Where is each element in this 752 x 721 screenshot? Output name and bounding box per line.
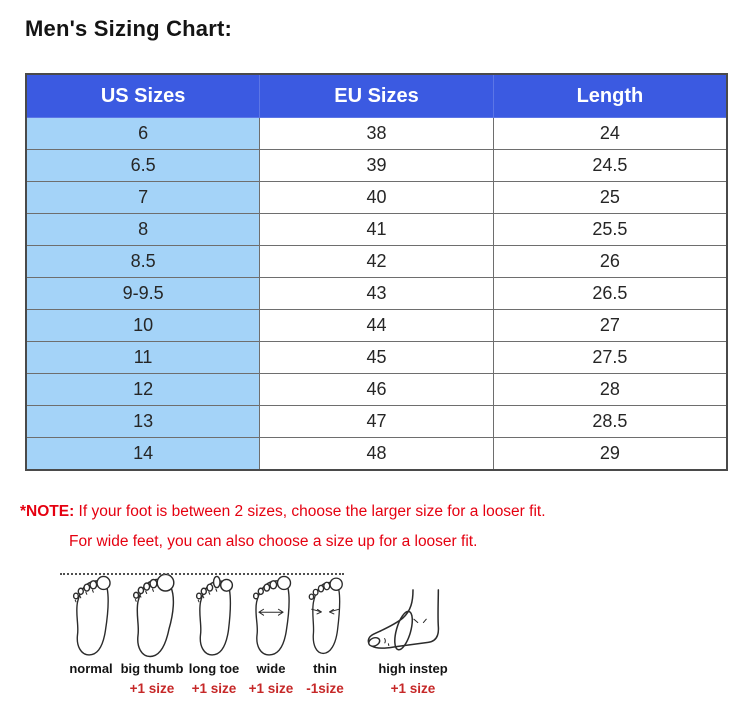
foot-size-note: +1 size (248, 681, 294, 696)
us-size-cell: 7 (26, 182, 260, 214)
fit-note-line2: For wide feet, you can also choose a size up for a looser fit. (69, 533, 478, 550)
eu-size-cell: 42 (260, 246, 494, 278)
fit-note (20, 497, 752, 557)
foot-label: thin (313, 661, 337, 676)
length-cell: 25 (493, 182, 727, 214)
table-row (26, 374, 727, 406)
eu-size-cell: 48 (260, 438, 494, 471)
foot-normal-icon (65, 572, 117, 658)
length-cell: 27 (493, 310, 727, 342)
length-cell: 29 (493, 438, 727, 471)
us-size-cell: 8.5 (26, 246, 260, 278)
us-size-cell: 14 (26, 438, 260, 471)
header-length: Length (493, 74, 727, 118)
foot-high-instep-icon (363, 588, 463, 658)
note-prefix: *NOTE: (20, 503, 75, 520)
header-eu-sizes: EU Sizes (260, 74, 494, 118)
table-row (26, 438, 727, 471)
header-us-sizes: US Sizes (26, 74, 260, 118)
foot-label: big thumb (120, 661, 184, 676)
eu-size-cell: 43 (260, 278, 494, 310)
us-size-cell: 9-9.5 (26, 278, 260, 310)
foot-label: long toe (188, 661, 240, 676)
table-row (26, 150, 727, 182)
foot-thin-icon (300, 572, 350, 658)
table-header-row (26, 74, 727, 118)
us-size-cell: 13 (26, 406, 260, 438)
table-row (26, 278, 727, 310)
us-size-cell: 12 (26, 374, 260, 406)
length-cell: 24.5 (493, 150, 727, 182)
foot-type-normal (62, 572, 120, 697)
eu-size-cell: 38 (260, 118, 494, 150)
foot-size-note: -1size (306, 681, 344, 696)
foot-label: wide (256, 661, 286, 676)
table-row (26, 406, 727, 438)
eu-size-cell: 45 (260, 342, 494, 374)
foot-type-high-instep (352, 588, 474, 697)
us-size-cell: 11 (26, 342, 260, 374)
us-size-cell: 8 (26, 214, 260, 246)
length-cell: 28 (493, 374, 727, 406)
foot-type-wide (244, 572, 298, 697)
table-row (26, 214, 727, 246)
foot-size-note: +1 size (129, 681, 175, 696)
length-cell: 26 (493, 246, 727, 278)
us-size-cell: 10 (26, 310, 260, 342)
eu-size-cell: 39 (260, 150, 494, 182)
table-row (26, 246, 727, 278)
eu-size-cell: 47 (260, 406, 494, 438)
eu-size-cell: 40 (260, 182, 494, 214)
length-cell: 28.5 (493, 406, 727, 438)
us-size-cell: 6 (26, 118, 260, 150)
sizing-table (25, 73, 728, 471)
fit-note-line1 (20, 497, 752, 527)
us-size-cell: 6.5 (26, 150, 260, 182)
eu-size-cell: 46 (260, 374, 494, 406)
length-cell: 26.5 (493, 278, 727, 310)
length-cell: 25.5 (493, 214, 727, 246)
page-title: Men's Sizing Chart: (25, 16, 233, 41)
foot-shape-diagram (62, 572, 622, 697)
foot-type-big-thumb (120, 572, 184, 697)
foot-wide-icon (245, 572, 297, 658)
table-row (26, 310, 727, 342)
length-cell: 24 (493, 118, 727, 150)
foot-label: normal (69, 661, 113, 676)
table-row (26, 118, 727, 150)
toe-alignment-dotted-line (60, 573, 344, 575)
foot-type-thin (298, 572, 352, 697)
foot-label: high instep (378, 661, 448, 676)
foot-type-long-toe (184, 572, 244, 697)
foot-size-note: +1 size (390, 681, 436, 696)
note-text-1: If your foot is between 2 sizes, choose the larger size for a looser fit. (74, 503, 546, 520)
table-row (26, 342, 727, 374)
foot-big-thumb-icon (125, 572, 179, 658)
foot-long-toe-icon (188, 572, 240, 658)
eu-size-cell: 44 (260, 310, 494, 342)
length-cell: 27.5 (493, 342, 727, 374)
table-row (26, 182, 727, 214)
foot-size-note: +1 size (191, 681, 237, 696)
eu-size-cell: 41 (260, 214, 494, 246)
